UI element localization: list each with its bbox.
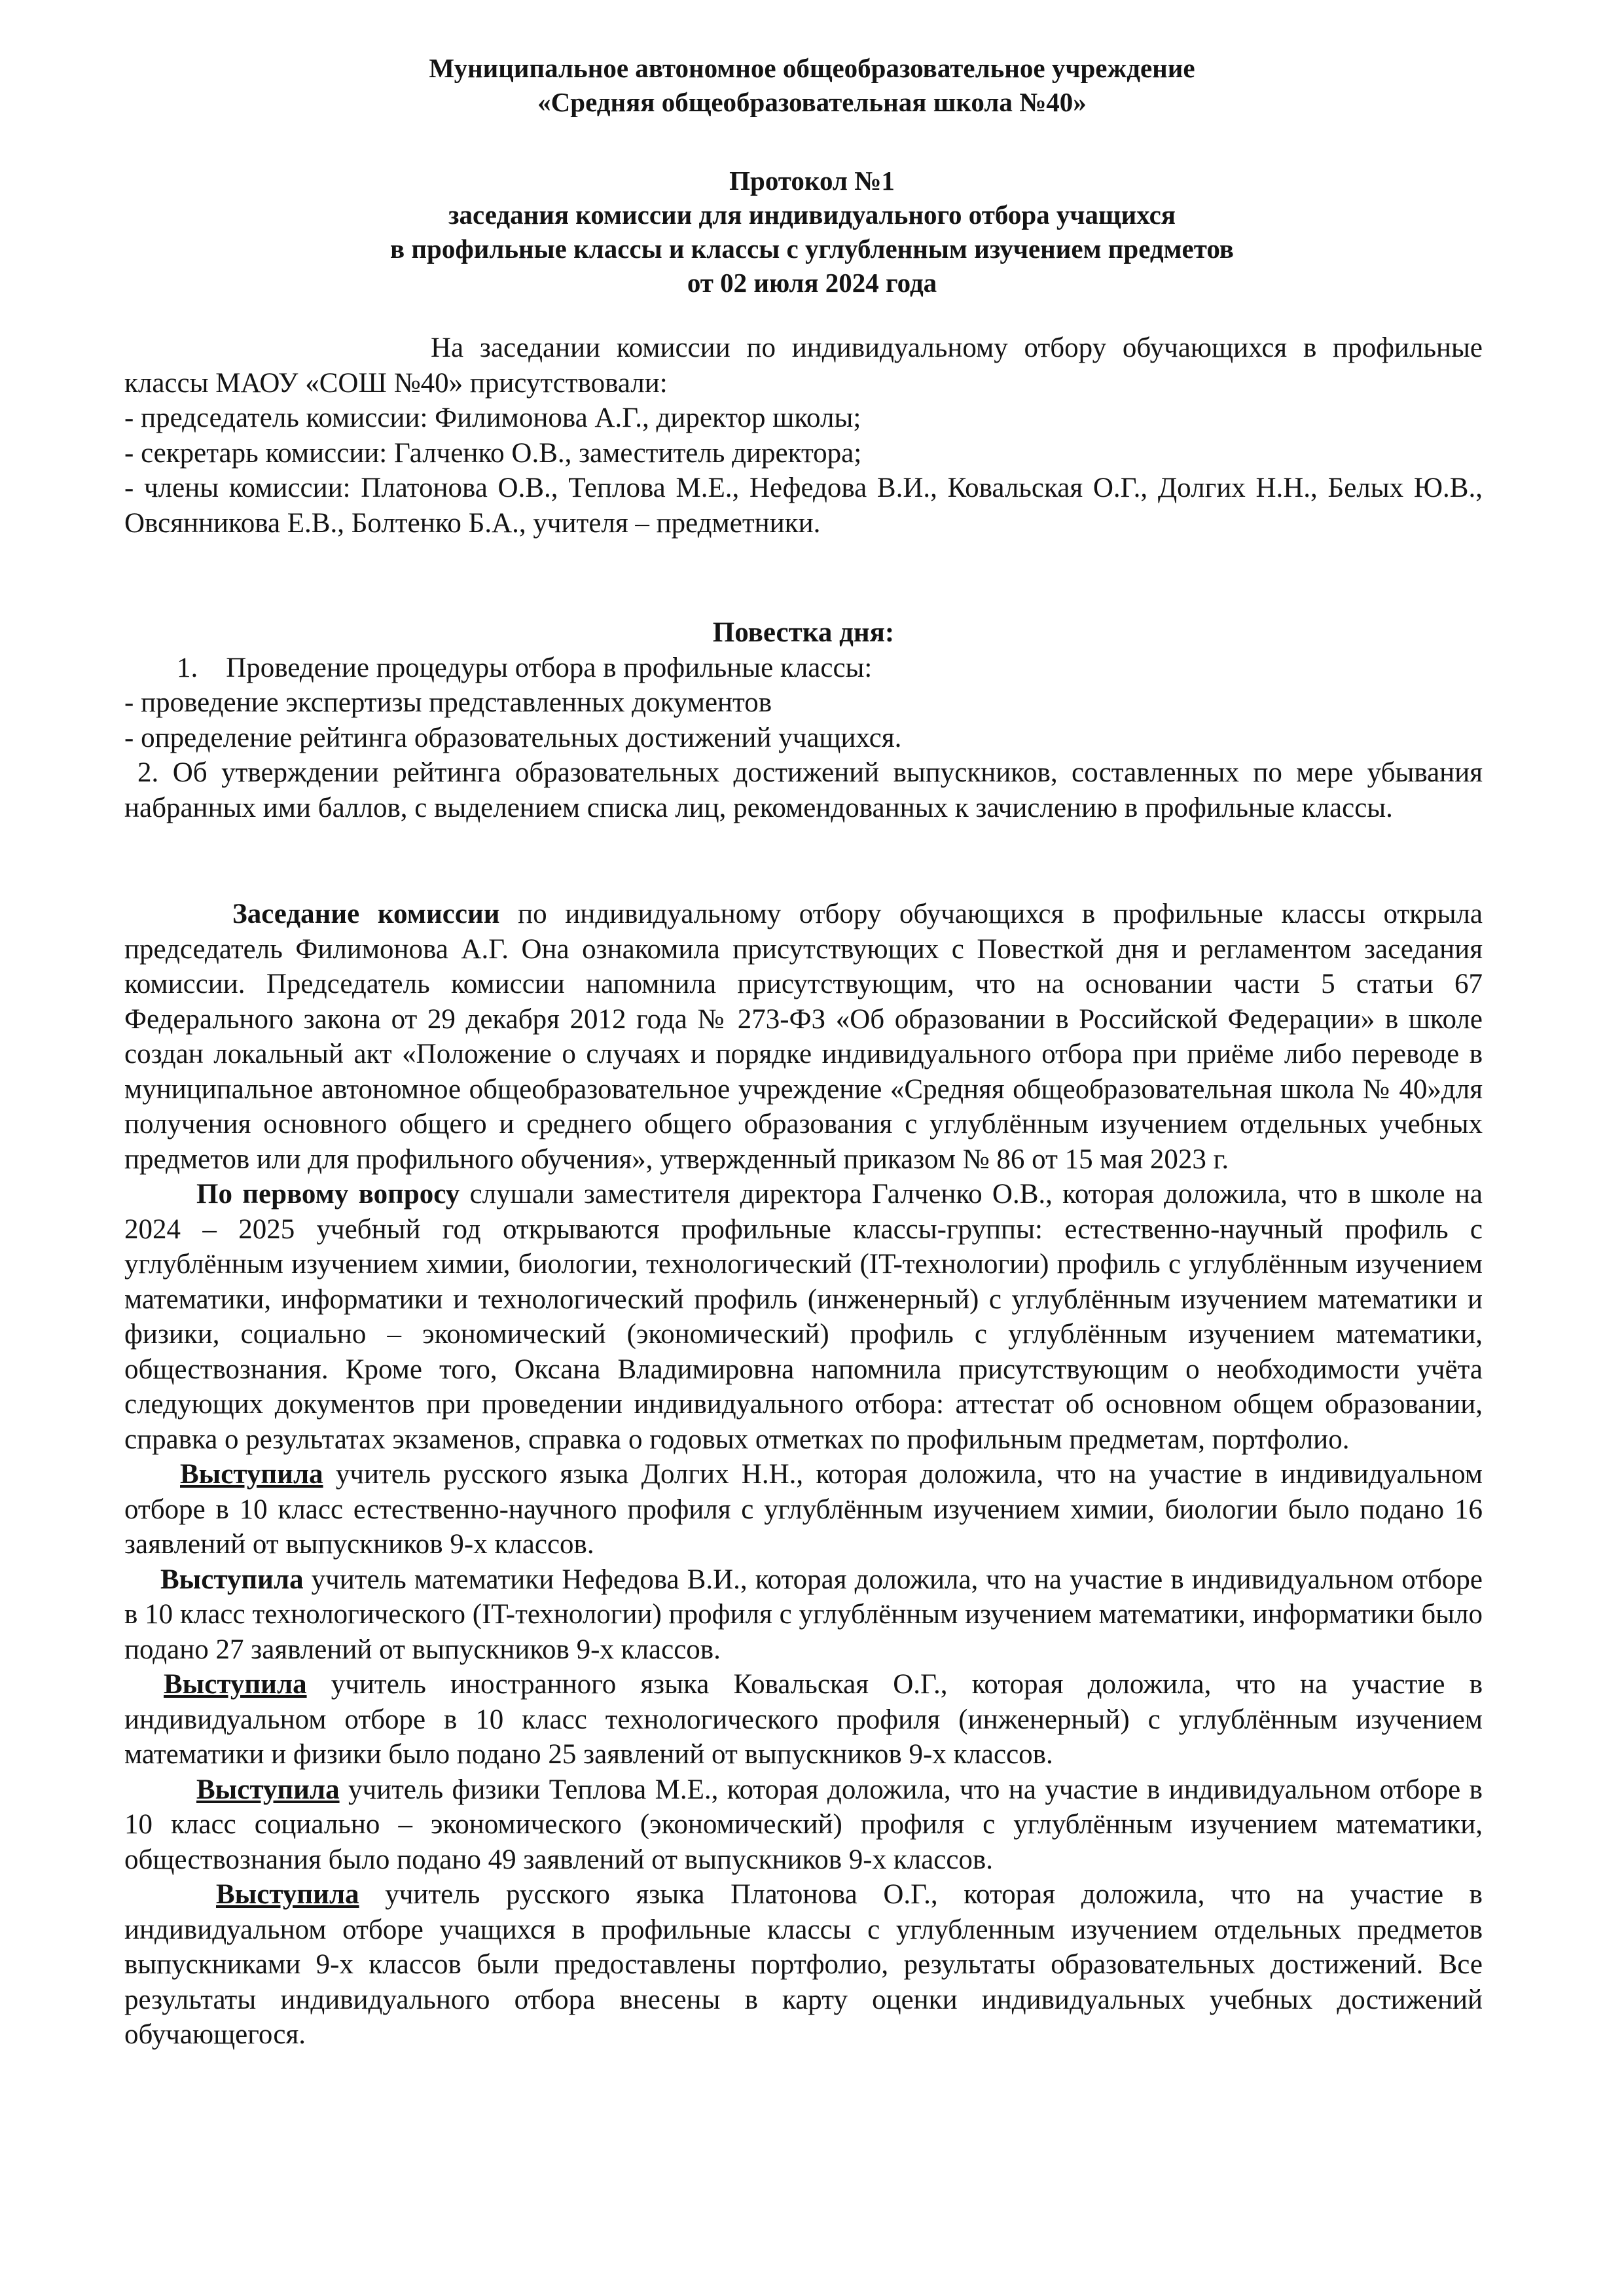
opening-lead: Заседание комиссии [232,899,500,929]
speech-lead: Выступила [216,1879,359,1910]
speech-paragraph [124,1667,1483,1772]
speech-text: учитель русского языка Платонова О.Г., которая доложила, что на участие в индивидуальном отборе учащихся в профильные классы с углубленным изучением отдельных предметов выпускниками 9-х классов были предоставлены портфолио, результаты образовательных достижений. Все результаты индивидуального отбора внесены в карту оценки индивидуальных учебных достижений обучающегося. [124,1879,1483,2050]
agenda-item-1-sub-1: - проведение экспертизы представленных документов [124,687,772,718]
agenda-section [124,615,1483,825]
agenda-item-1: 1. Проведение процедуры отбора в профильные классы: [177,652,873,683]
first-question-paragraph [124,1177,1483,1457]
speech-paragraph [124,1772,1483,1878]
speech-lead: Выступила [180,1459,323,1490]
protocol-title: Протокол №1 [729,166,895,196]
speech-paragraph [124,1457,1483,1562]
header-protocol [0,164,1624,300]
agenda-title: Повестка дня: [712,617,895,648]
speech-paragraph [124,1877,1483,2053]
attendance-section [124,331,1483,541]
opening-paragraph [124,897,1483,1177]
speech-paragraph [124,1562,1483,1668]
opening-section [124,897,1483,2053]
speech-lead: Выступила [164,1669,307,1700]
speech-text: учитель физики Теплова М.Е., которая доложила, что на участие в индивидуальном отборе в 10 класс социально – экономического (экономический) профиля с углублённым изучением математики, обществознания было подано 49 заявлений от выпускников 9-х классов. [124,1774,1483,1875]
protocol-subtitle-1: заседания комиссии для индивидуального отбора учащихся [448,200,1176,230]
agenda-item-2: 2. Об утверждении рейтинга образовательных достижений выпускников, составленных по мере убывания набранных ими баллов, с выделением списка лиц, рекомендованных к зачислению в профильные классы. [124,757,1483,823]
header-organization [0,51,1624,119]
protocol-subtitle-2: в профильные классы и классы с углубленным изучением предметов [390,234,1234,264]
org-line-1: Муниципальное автономное общеобразовательное учреждение [429,53,1195,83]
attendance-intro: На заседании комиссии по индивидуальному отбору обучающихся в профильные классы МАОУ «СОШ №40» присутствовали: [124,332,1483,399]
agenda-item-1-sub-2: - определение рейтинга образовательных достижений учащихся. [124,722,902,753]
first-question-text: слушали заместителя директора Галченко О.В., которая доложила, что в школе на 2024 – 2025 учебный год открываются профильные классы-группы: естественно-научный профиль с углублённым изучением химии, биологии, технологический (IT-технологии) профиль с углублённым изучением математики, информатики и технологический профиль (инженерный) с углублённым изучением математики и физики, социально – экономический (экономический) профиль с углублённым изучением математики, обществознания. Кроме того, Оксана Владимировна напомнила присутствующим о необходимости учёта следующих документов при проведении индивидуального отбора: аттестат об основном общем образовании, справка о результатах экзаменов, справка о годовых отметках по профильным предметам, портфолио. [124,1179,1483,1455]
attendance-chair: - председатель комиссии: Филимонова А.Г., директор школы; [124,403,861,433]
attendance-secretary: - секретарь комиссии: Галченко О.В., заместитель директора; [124,437,862,469]
attendance-members: - члены комиссии: Платонова О.В., Теплова М.Е., Нефедова В.И., Ковальская О.Г., Долгих Н.Н., Белых Ю.В., Овсянникова Е.В., Болтенко Б.А., учителя – предметники. [124,473,1483,539]
first-question-lead: По первому вопросу [196,1179,460,1210]
speech-text: учитель русского языка Долгих Н.Н., которая доложила, что на участие в индивидуальном отборе в 10 класс естественно-научного профиля с углублённым изучением химии, биологии было подано 16 заявлений от выпускников 9-х классов. [124,1459,1483,1560]
speech-text: учитель иностранного языка Ковальская О.Г., которая доложила, что на участие в индивидуальном отборе в 10 класс технологического профиля (инженерный) с углублённым изучением математики и физики было подано 25 заявлений от выпускников 9-х классов. [124,1669,1483,1770]
org-line-2: «Средняя общеобразовательная школа №40» [537,87,1087,117]
protocol-date: от 02 июля 2024 года [687,268,937,298]
speech-lead: Выступила [196,1774,340,1805]
speech-text: учитель математики Нефедова В.И., которая доложила, что на участие в индивидуальном отборе в 10 класс технологического (IT-технологии) профиля с углублённым изучением математики, информатики было подано 27 заявлений от выпускников 9-х классов. [124,1564,1483,1665]
opening-text: по индивидуальному отбору обучающихся в профильные классы открыла председатель Филимонова А.Г. Она ознакомила присутствующих с Повесткой дня и регламентом заседания комиссии. Председатель комиссии напомнила присутствующим, что на основании части 5 статьи 67 Федерального закона от 29 декабря 2012 года № 273-ФЗ «Об образовании в Российской Федерации» в школе создан локальный акт «Положение о случаях и порядке индивидуального отбора при приёме либо переводе в муниципальное автономное общеобразовательное учреждение «Средняя общеобразовательная школа № 40»для получения основного общего и среднего общего образования с углублённым изучением отдельных учебных предметов или для профильного обучения», утвержденный приказом № 86 от 15 мая 2023 г. [124,899,1483,1175]
speech-lead: Выступила [160,1564,304,1595]
